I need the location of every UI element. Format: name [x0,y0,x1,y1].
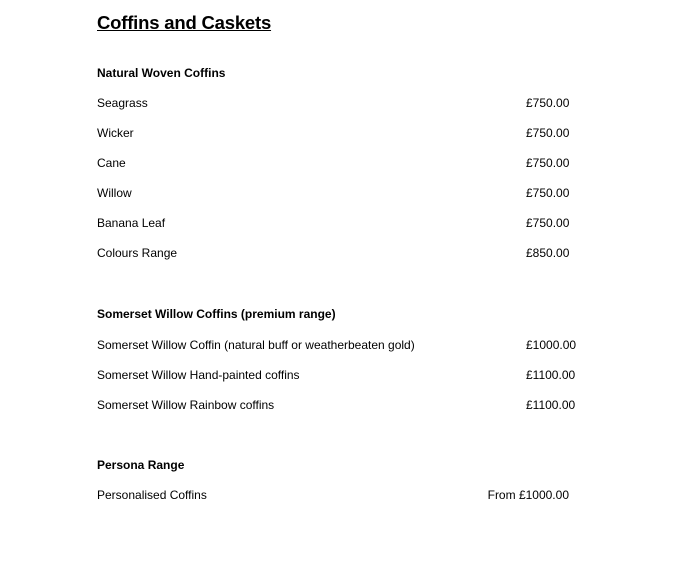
item-name: Somerset Willow Rainbow coffins [97,398,275,412]
list-item [97,368,577,384]
list-item [97,488,577,504]
list-item [97,96,577,112]
list-item [97,246,577,262]
item-name: Wicker [97,126,134,140]
section-heading: Somerset Willow Coffins (premium range) [97,307,336,321]
item-price: £750.00 [526,216,570,230]
item-price: £1100.00 [526,368,576,382]
list-item [97,398,577,414]
item-name: Personalised Coffins [97,488,207,502]
section-heading: Natural Woven Coffins [97,66,226,80]
item-name: Somerset Willow Coffin (natural buff or weatherbeaten gold) [97,338,415,352]
item-name: Banana Leaf [97,216,166,230]
item-price: £1000.00 [526,338,577,352]
item-price: £750.00 [526,186,570,200]
item-name: Somerset Willow Hand-painted coffins [97,368,300,382]
item-price: £750.00 [526,126,570,140]
item-name: Cane [97,156,126,170]
item-name: Willow [97,186,132,200]
item-price: £1100.00 [526,398,576,412]
item-price: From £1000.00 [487,488,569,502]
page-title: Coffins and Caskets [97,12,272,33]
list-item [97,126,577,142]
section-heading: Persona Range [97,458,185,472]
item-name: Seagrass [97,96,148,110]
item-price: £750.00 [526,96,570,110]
item-price: £850.00 [526,246,570,260]
item-name: Colours Range [97,246,178,260]
item-price: £750.00 [526,156,570,170]
list-item [97,338,577,354]
list-item [97,156,577,172]
list-item [97,216,577,232]
list-item [97,186,577,202]
